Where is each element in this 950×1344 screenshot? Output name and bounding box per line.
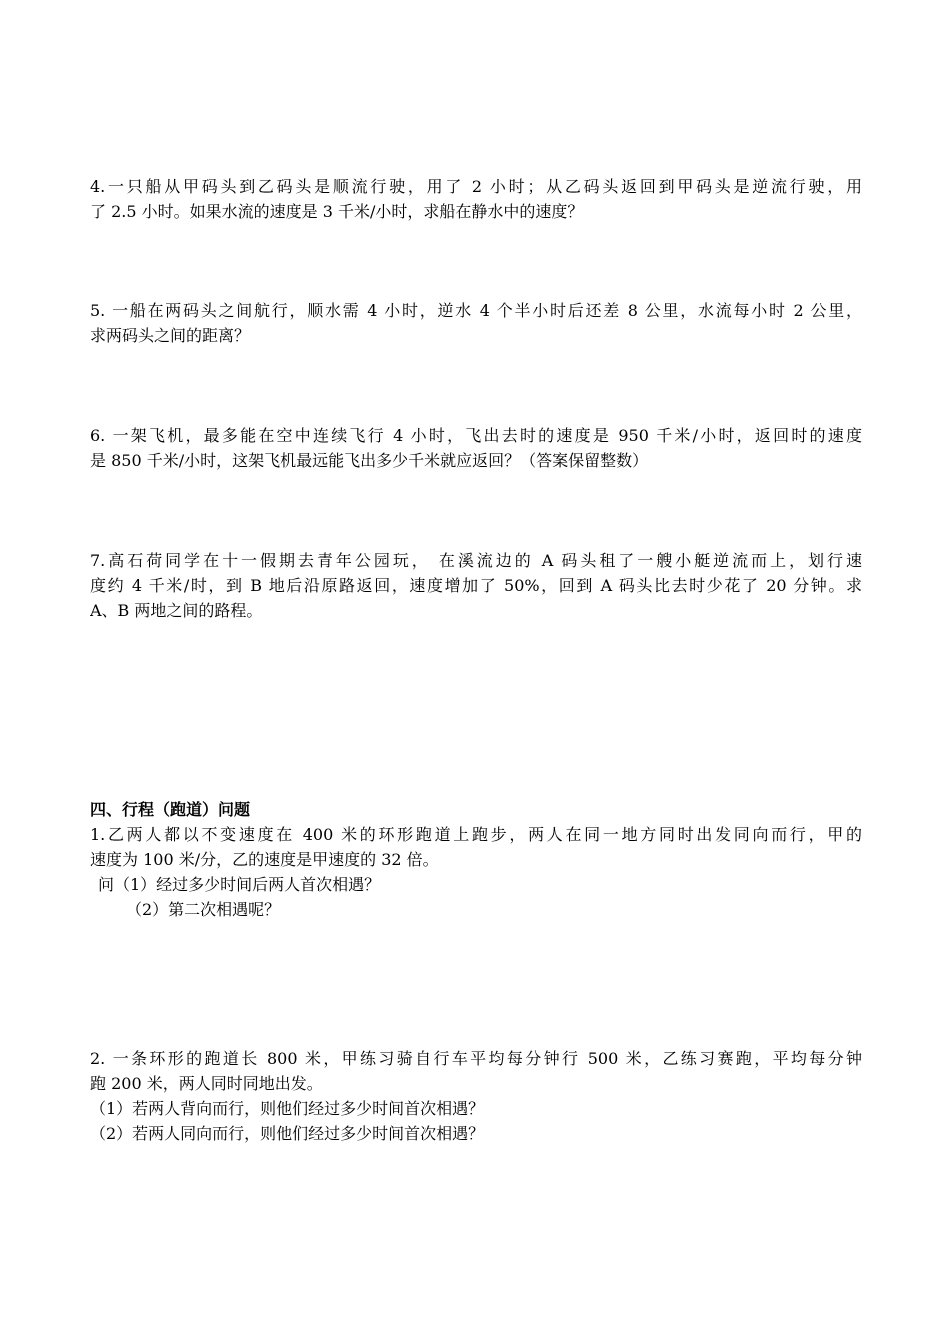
- problem-6-line-1: 6. 一架飞机，最多能在空中连续飞行 4 小时，飞出去时的速度是 950 千米/小时，返回时的速度: [90, 426, 862, 445]
- problem-5-line-2: 求两码头之间的距离？: [90, 326, 251, 345]
- problem-6-line-2: 是 850 千米/小时，这架飞机最远能飞出多少千米就应返回？（答案保留整数）: [90, 451, 649, 470]
- section-4-q2-line-2: 跑 200 米，两人同时同地出发。: [90, 1074, 323, 1093]
- problem-7-line-2: 度约 4 千米/时，到 B 地后沿原路返回，速度增加了 50%，回到 A 码头比去时少花了 20 分钟。求: [90, 576, 862, 595]
- problem-7-line-3: A、B 两地之间的路程。: [90, 601, 263, 620]
- section-4: [90, 797, 862, 922]
- section-4-q2-sub-1: （1）若两人背向而行，则他们经过多少时间首次相遇？: [90, 1099, 485, 1118]
- section-4-q2-sub-2: （2）若两人同向而行，则他们经过多少时间首次相遇？: [90, 1124, 485, 1143]
- section-4-q1-line-1: 1.乙两人都以不变速度在 400 米的环形跑道上跑步，两人在同一地方同时出发同向而行，甲的: [90, 825, 862, 844]
- section-4-q2: [90, 1046, 862, 1146]
- problem-4-line-1: 4.一只船从甲码头到乙码头是顺流行驶，用了 2 小时；从乙码头返回到甲码头是逆流行驶，用: [90, 177, 862, 196]
- problem-4-line-2: 了 2.5 小时。如果水流的速度是 3 千米/小时，求船在静水中的速度？: [90, 202, 584, 221]
- document-page: [90, 0, 862, 1344]
- problem-7-line-1: 7.高石荷同学在十一假期去青年公园玩， 在溪流边的 A 码头租了一艘小艇逆流而上，划行速: [90, 551, 862, 570]
- section-4-q1-sub-2: （2）第二次相遇呢？: [126, 900, 281, 919]
- problem-6: [90, 423, 862, 473]
- problem-7: [90, 548, 862, 623]
- problem-4: [90, 174, 862, 224]
- section-4-heading: 四、行程（跑道）问题: [90, 800, 251, 819]
- section-4-q2-line-1: 2. 一条环形的跑道长 800 米，甲练习骑自行车平均每分钟行 500 米，乙练习赛跑，平均每分钟: [90, 1049, 862, 1068]
- problem-5-line-1: 5. 一船在两码头之间航行，顺水需 4 小时，逆水 4 个半小时后还差 8 公里，水流每小时 2 公里，: [90, 301, 862, 320]
- section-4-q1-line-2: 速度为 100 米/分，乙的速度是甲速度的 32 倍。: [90, 850, 439, 869]
- problem-5: [90, 298, 862, 348]
- section-4-q1-sub-1: 问（1）经过多少时间后两人首次相遇？: [98, 875, 381, 894]
